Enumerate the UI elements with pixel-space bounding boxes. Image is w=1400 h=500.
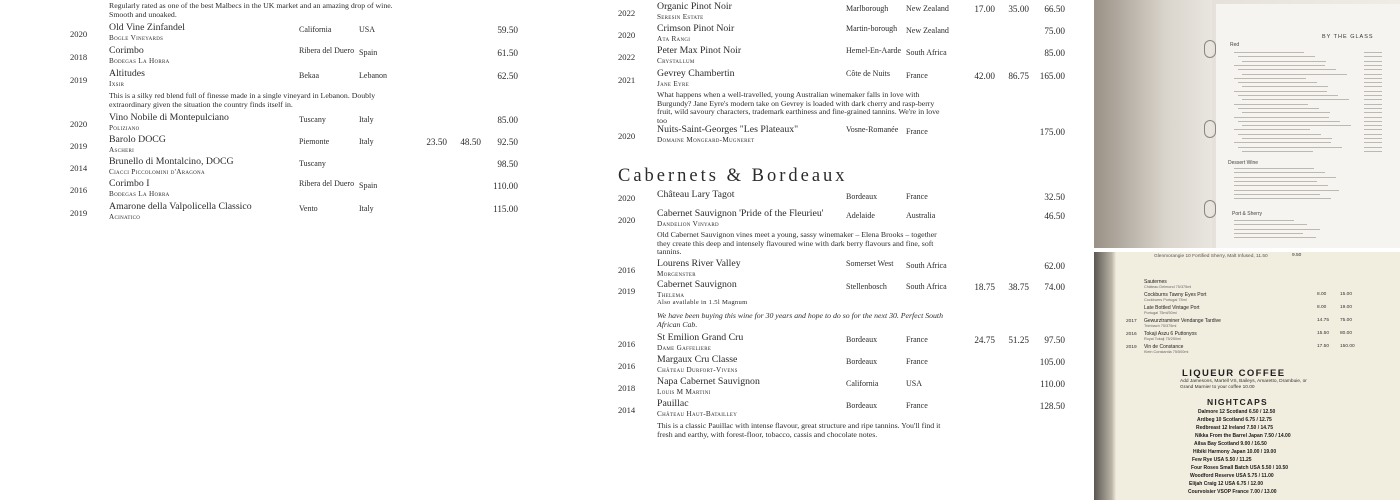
wine-region: Tuscany (299, 115, 326, 124)
wine-country: New Zealand (906, 26, 949, 35)
wine-region: Vento (299, 204, 318, 213)
menu-text-line (1234, 190, 1339, 191)
menu-price-line (1364, 99, 1382, 100)
producer-name: Acinatico (109, 212, 141, 221)
wine-name: Old Vine Zinfandel (109, 22, 185, 33)
nightcap-item: Nikka From the Barrel Japan 7.50 / 14.00 (1195, 433, 1291, 439)
wine-country: Italy (359, 137, 374, 146)
top-price: 9.50 (1292, 253, 1302, 258)
menu-text-line (1238, 134, 1321, 135)
bottle-price: 62.00 (1044, 261, 1065, 271)
bottle-price: 74.00 (1044, 282, 1065, 292)
wine-country: France (906, 401, 928, 410)
menu-text-line (1234, 129, 1310, 130)
dessert-name: Vin de Constance (1144, 344, 1184, 350)
producer-name: Château Durfort-Vivens (657, 365, 738, 374)
bottle-price: 75.00 (1044, 26, 1065, 36)
nightcap-item: Ailsa Bay Scotland 9.00 / 16.50 (1194, 441, 1267, 447)
binder-cover (1094, 0, 1212, 248)
bottle-price: 46.50 (1044, 211, 1065, 221)
wine-region: Vosne-Romanée (846, 125, 899, 134)
wine-name-block (657, 399, 847, 418)
menu-photo-dessert-nightcaps (1094, 252, 1400, 500)
carafe-price: 35.00 (1008, 4, 1029, 14)
menu-price-line (1364, 95, 1382, 96)
menu-price-line (1364, 69, 1382, 70)
dessert-year: 2019 (1126, 345, 1137, 350)
menu-text-line (1234, 233, 1303, 234)
wine-country: France (906, 335, 928, 344)
menu-text-line (1238, 147, 1342, 148)
wine-name-block (657, 125, 847, 144)
menu-text-line (1242, 86, 1328, 87)
wine-name: Brunello di Montalcino, DOCG (109, 156, 234, 167)
wine-name-block (657, 333, 847, 352)
dessert-name: Sauternes (1144, 279, 1167, 285)
menu-text-line (1242, 61, 1326, 62)
producer-name: Ixsir (109, 79, 125, 88)
producer-name: Poliziano (109, 123, 140, 132)
vintage-year: 2018 (70, 52, 88, 62)
wine-country: South Africa (906, 282, 947, 291)
wine-name-block (657, 377, 847, 396)
producer-name: Ascheri (109, 145, 135, 154)
dessert-price-glass: 8.00 (1317, 305, 1327, 310)
dessert-price-glass: 15.50 (1317, 331, 1330, 336)
menu-photo-by-the-glass (1094, 0, 1400, 248)
wine-tasting-note: This is a silky red blend full of finesse made in a single vineyard in Lebanon. Doubly extraordinary given the situation the country finds itself in. (109, 91, 376, 109)
menu-text-line (1238, 121, 1340, 122)
nightcap-item: Elijah Craig 12 USA 6.75 / 12.00 (1189, 481, 1264, 487)
wine-name-block (657, 209, 847, 228)
wine-country: New Zealand (906, 4, 949, 13)
dessert-price-bottle: 15.00 (1340, 292, 1353, 297)
section-title-cabernets-bordeaux: Cabernets & Bordeaux (618, 166, 848, 186)
menu-text-line (1238, 108, 1319, 109)
wine-region: Piemonte (299, 137, 330, 146)
menu-text-line (1234, 224, 1307, 225)
wine-country: Spain (359, 48, 378, 57)
menu-text-line (1234, 229, 1320, 230)
wine-region: Tuscany (299, 159, 326, 168)
nightcap-item: Redbreast 12 Ireland 7.50 / 14.75 (1196, 425, 1273, 431)
wine-country: France (906, 127, 928, 136)
wine-country: South Africa (906, 261, 947, 270)
wine-region: Stellenbosch (846, 282, 887, 291)
wine-name: Lourens River Valley (657, 258, 741, 269)
binder-ring (1204, 40, 1216, 58)
liqueur-text: Add Jamesons, Martell VS, Baileys, Amaretto, Drambuie, or Grand Marnier to your coffee 10.00 (1180, 379, 1307, 390)
producer-name: Morgenster (657, 269, 696, 278)
wine-region: Hemel-En-Aarde (846, 46, 902, 55)
dessert-name: Cockburns Tawny Eyes Port (1144, 292, 1207, 298)
menu-price-line (1364, 61, 1382, 62)
menu-text-line (1234, 181, 1317, 182)
carafe-price: 86.75 (1008, 71, 1029, 81)
vintage-year: 2022 (618, 52, 636, 62)
wine-name: Cabernet Sauvignon (657, 279, 737, 290)
menu-price-line (1364, 78, 1382, 79)
producer-name: Domaine Mongeard-Mugneret (657, 135, 755, 144)
carafe-price: 48.50 (460, 137, 481, 147)
wine-name: Napa Cabernet Sauvignon (657, 376, 760, 387)
vintage-year: 2020 (70, 29, 88, 39)
menu-text-line (1234, 194, 1320, 195)
menu-text-line (1238, 69, 1336, 70)
menu-price-line (1364, 125, 1382, 126)
vintage-year: 2016 (70, 185, 88, 195)
wine-name-block (657, 2, 847, 21)
wine-name: Nuits-Saint-Georges "Les Plateaux" (657, 124, 799, 135)
wine-name-block (657, 355, 847, 374)
bottle-price: 105.00 (1039, 357, 1065, 367)
producer-name: Bodegas La Horra (109, 189, 170, 198)
wine-name-block (657, 280, 847, 307)
glass-price: 23.50 (426, 137, 447, 147)
menu-price-line (1364, 147, 1382, 148)
wine-country: Australia (906, 211, 936, 220)
menu-price-line (1364, 56, 1382, 57)
vintage-year: 2016 (618, 361, 636, 371)
vintage-year: 2019 (618, 286, 636, 296)
wine-name: Altitudes (109, 68, 145, 79)
bottle-price: 165.00 (1039, 71, 1065, 81)
menu-price-line (1364, 82, 1382, 83)
bottle-price: 85.00 (1044, 48, 1065, 58)
wine-country: Lebanon (359, 71, 387, 80)
wine-name: Peter Max Pinot Noir (657, 45, 742, 56)
bottle-price: 66.50 (1044, 4, 1065, 14)
dessert-sub: Royal Tokaji 75/250ml (1144, 337, 1182, 341)
menu-text-line (1242, 138, 1332, 139)
wine-name: Gevrey Chambertin (657, 68, 735, 79)
bottle-price: 59.50 (497, 25, 518, 35)
producer-name: Louis M Martini (657, 387, 711, 396)
carafe-price: 38.75 (1008, 282, 1029, 292)
wine-name-block (657, 259, 847, 278)
bottle-price: 32.50 (1044, 192, 1065, 202)
section-label-port-sherry: Port & Sherry (1232, 211, 1263, 217)
bottle-price: 85.00 (497, 115, 518, 125)
wine-name: Vino Nobile di Montepulciano (109, 112, 229, 123)
dessert-price-glass: 17.50 (1317, 344, 1330, 349)
producer-name: Dame Gaffeliere (657, 343, 712, 352)
nightcap-item: Four Roses Small Batch USA 5.50 / 10.50 (1191, 465, 1289, 471)
dessert-sub: Trimbach 75/375ml (1144, 324, 1177, 328)
wine-name: Pauillac (657, 398, 689, 409)
wine-region: Ribera del Duero (299, 179, 355, 188)
wine-region: Bordeaux (846, 357, 878, 366)
wine-name-block (109, 69, 299, 88)
vintage-year: 2020 (618, 131, 636, 141)
wine-name-block (657, 46, 847, 65)
menu-text-line (1234, 65, 1325, 66)
wine-name: Margaux Cru Classe (657, 354, 738, 365)
menu-text-line (1234, 237, 1316, 238)
wine-tasting-note: What happens when a well-travelled, young Australian winemaker falls in love with Burgundy? Jane Eyre's modern take on Gevrey is loaded with dark cherry and rasp-berry fruit, wild savoury characters, trademark earthiness and fine-grained tannins. We're in love too (657, 90, 940, 126)
menu-price-line (1364, 117, 1382, 118)
binder-ring (1204, 120, 1216, 138)
glass-price: 18.75 (974, 282, 995, 292)
menu-price-line (1364, 74, 1382, 75)
dessert-price-bottle: 80.00 (1340, 331, 1353, 336)
wine-name-block (109, 135, 299, 154)
menu-text-line (1238, 56, 1315, 57)
wine-tasting-note: Old Cabernet Sauvignon vines meet a young, sassy winemaker – Elena Brooks – together they create this deep and intensely flavoured wine with dark berry flavours and fine, soft tannins. (657, 230, 937, 257)
menu-text-line (1242, 125, 1351, 126)
wine-name-block (109, 113, 299, 132)
wine-name-block (109, 202, 299, 221)
dessert-year: 2017 (1126, 319, 1137, 324)
wine-country: USA (359, 25, 376, 34)
menu-text-line (1234, 142, 1331, 143)
nightcap-item: Dalmore 12 Scotland 6.50 / 12.50 (1198, 409, 1276, 415)
dessert-name: Gewurztraminer Vendange Tardive (1144, 318, 1221, 324)
menu-text-line (1234, 78, 1306, 79)
vintage-year: 2019 (70, 141, 88, 151)
wine-name: Corimbo (109, 45, 144, 56)
producer-name: Thelema (657, 290, 685, 299)
menu-price-line (1364, 142, 1382, 143)
glass-price: 24.75 (974, 335, 995, 345)
wine-name-block (109, 23, 299, 42)
vintage-year: 2014 (70, 163, 88, 173)
glass-price: 17.00 (974, 4, 995, 14)
dessert-price-bottle: 75.00 (1340, 318, 1353, 323)
vintage-year: 2022 (618, 8, 636, 18)
vintage-year: 2019 (70, 208, 88, 218)
bottle-price: 97.50 (1044, 335, 1065, 345)
bottle-price: 62.50 (497, 71, 518, 81)
bottle-price: 115.00 (493, 204, 518, 214)
menu-text-line (1242, 151, 1313, 152)
wine-region: Marlborough (846, 4, 889, 13)
menu-text-line (1234, 52, 1304, 53)
wine-country: Spain (359, 181, 378, 190)
dessert-sub: Cockburns Portugal 75ml (1144, 298, 1187, 302)
wine-name-block (109, 46, 299, 65)
wine-country: Italy (359, 204, 374, 213)
vintage-year: 2014 (618, 405, 636, 415)
wine-country: South Africa (906, 48, 947, 57)
menu-price-line (1364, 129, 1382, 130)
dessert-name: Late Bottled Vintage Port (1144, 305, 1200, 311)
menu-text-line (1234, 168, 1314, 169)
bottle-price: 175.00 (1039, 127, 1065, 137)
section-label-red: Red (1230, 42, 1240, 48)
menu-price-line (1364, 121, 1382, 122)
producer-name: Dandelion Vinyard (657, 219, 719, 228)
nightcap-item: Courvoisier VSOP France 7.00 / 13.00 (1188, 489, 1277, 495)
wine-tasting-note: This is a classic Pauillac with intense flavour, great structure and ripe tannins. You'll find it fresh and earthy, with forest-floor, tobacco, cassis and chocolate notes. (657, 421, 941, 439)
menu-text-line (1234, 185, 1328, 186)
vintage-year: 2020 (618, 30, 636, 40)
wine-region: California (299, 25, 332, 34)
wine-name: St Emilion Grand Cru (657, 332, 744, 343)
producer-name: Ciacci Piccolomini d'Aragona (109, 167, 205, 176)
vintage-year: 2018 (618, 383, 636, 393)
producer-name: Jane Eyre (657, 79, 689, 88)
menu-price-line (1364, 151, 1382, 152)
menu-text-line (1242, 99, 1349, 100)
wine-country: France (906, 71, 928, 80)
bottle-price: 92.50 (497, 137, 518, 147)
by-the-glass-title: BY THE GLASS (1322, 34, 1374, 40)
bottle-price: 61.50 (497, 48, 518, 58)
wine-name-block (109, 179, 299, 198)
wine-region: Bekaa (299, 71, 319, 80)
menu-text-line (1238, 95, 1338, 96)
nightcap-item: Ardbeg 10 Scotland 6.75 / 12.75 (1197, 417, 1272, 423)
wine-name: Organic Pinot Noir (657, 1, 732, 12)
menu-price-line (1364, 138, 1382, 139)
producer-name: Crystallum (657, 56, 695, 65)
wine-name-block (657, 190, 847, 201)
dessert-year: 2016 (1126, 332, 1137, 337)
nightcap-item: Hibiki Harmony Japan 10.00 / 19.00 (1193, 449, 1277, 455)
wine-country: USA (906, 379, 923, 388)
wine-name: Corimbo I (109, 178, 150, 189)
page-fold-shadow (1094, 252, 1116, 500)
wine-name: Amarone della Valpolicella Classico (109, 201, 252, 212)
menu-price-line (1364, 134, 1382, 135)
dessert-price-bottle: 150.00 (1340, 344, 1355, 349)
wine-name-block (109, 157, 299, 176)
menu-text-line (1234, 91, 1327, 92)
dessert-sub: Portugal 75ml/50ml (1144, 311, 1177, 315)
wine-region: Bordeaux (846, 401, 878, 410)
wine-country: France (906, 192, 928, 201)
bottle-price: 98.50 (497, 159, 518, 169)
bottle-price: 128.50 (1039, 401, 1065, 411)
menu-price-line (1364, 91, 1382, 92)
vintage-year: 2016 (618, 265, 636, 275)
menu-text-line (1234, 220, 1294, 221)
wine-name: Barolo DOCG (109, 134, 166, 145)
liqueur-coffee-title: LIQUEUR COFFEE (1182, 368, 1286, 379)
wine-name: Château Lary Tagot (657, 189, 735, 200)
menu-text-line (1234, 177, 1336, 178)
dessert-sub: Château Delmond 75/375ml (1144, 285, 1192, 289)
wine-country: France (906, 357, 928, 366)
wine-region: Bordeaux (846, 335, 878, 344)
dessert-price-bottle: 19.00 (1340, 305, 1353, 310)
wine-name-block (657, 24, 847, 43)
vintage-year: 2020 (618, 193, 636, 203)
menu-text-line (1234, 198, 1331, 199)
wine-name: Crimson Pinot Noir (657, 23, 735, 34)
menu-text-line (1234, 172, 1325, 173)
menu-text-line (1242, 74, 1347, 75)
wine-region: Côte de Nuits (846, 69, 890, 78)
menu-price-line (1364, 112, 1382, 113)
wine-region: Bordeaux (846, 192, 878, 201)
vintage-year: 2020 (70, 119, 88, 129)
vintage-year: 2020 (618, 215, 636, 225)
menu-price-line (1364, 104, 1382, 105)
wine-region: Martin-borough (846, 24, 898, 33)
wine-region: Ribera del Duero (299, 46, 355, 55)
wine-region: Somerset West (846, 259, 894, 268)
menu-price-line (1364, 108, 1382, 109)
menu-price-line (1364, 65, 1382, 66)
wine-name: Cabernet Sauvignon 'Pride of the Fleurieu' (657, 208, 824, 219)
menu-price-line (1364, 86, 1382, 87)
producer-name: Bodegas La Horra (109, 56, 170, 65)
dessert-price-glass: 8.00 (1317, 292, 1327, 297)
producer-name: Seresin Estate (657, 12, 704, 21)
vintage-year: 2019 (70, 75, 88, 85)
nightcaps-title: NIGHTCAPS (1207, 397, 1268, 407)
wine-name-block (657, 69, 847, 88)
bottle-price: 110.00 (1040, 379, 1065, 389)
vintage-year: 2021 (618, 75, 636, 85)
wine-region: Adelaide (846, 211, 875, 220)
dessert-name: Tokaji Aszu 6 Puttonyos (1144, 331, 1197, 337)
menu-text-line (1234, 104, 1308, 105)
wine-list-page-right (548, 0, 1094, 500)
header-line: Glenmorangie 10 Fortified Sherry, Malt Infused, 11.50 (1154, 254, 1268, 259)
wine-tasting-note: We have been buying this wine for 30 years and hope to do so for the next 30. Perfect South African Cab. (657, 311, 943, 329)
menu-price-line (1364, 52, 1382, 53)
producer-name: Ata Rangi (657, 34, 691, 43)
carafe-price: 51.25 (1008, 335, 1029, 345)
vintage-year: 2016 (618, 339, 636, 349)
wine-country: Italy (359, 115, 374, 124)
bottle-price: 110.00 (493, 181, 518, 191)
producer-name: Bogle Vineyards (109, 33, 164, 42)
nightcap-item: Woodford Reserve USA 5.75 / 11.00 (1190, 473, 1274, 479)
dessert-sub: Klein Constantia 75/500ml (1144, 350, 1189, 354)
menu-text-line (1238, 82, 1317, 83)
glass-price: 42.00 (974, 71, 995, 81)
nightcap-item: Few Rye USA 5.50 / 11.25 (1192, 457, 1252, 463)
wine-list-page-left (0, 0, 548, 500)
menu-text-line (1242, 112, 1330, 113)
producer-name: Château Haut-Batailley (657, 409, 738, 418)
wine-extra-info: Also available in 1.5l Magnum (657, 298, 748, 306)
malbec-note: Regularly rated as one of the best Malbecs in the UK market and an amazing drop of wine. Smooth and unoaked. (109, 1, 393, 19)
menu-text-line (1234, 117, 1329, 118)
wine-region: California (846, 379, 879, 388)
section-label-dessert: Dessert Wine (1228, 160, 1259, 166)
dessert-price-glass: 14.75 (1317, 318, 1330, 323)
binder-ring (1204, 200, 1216, 218)
